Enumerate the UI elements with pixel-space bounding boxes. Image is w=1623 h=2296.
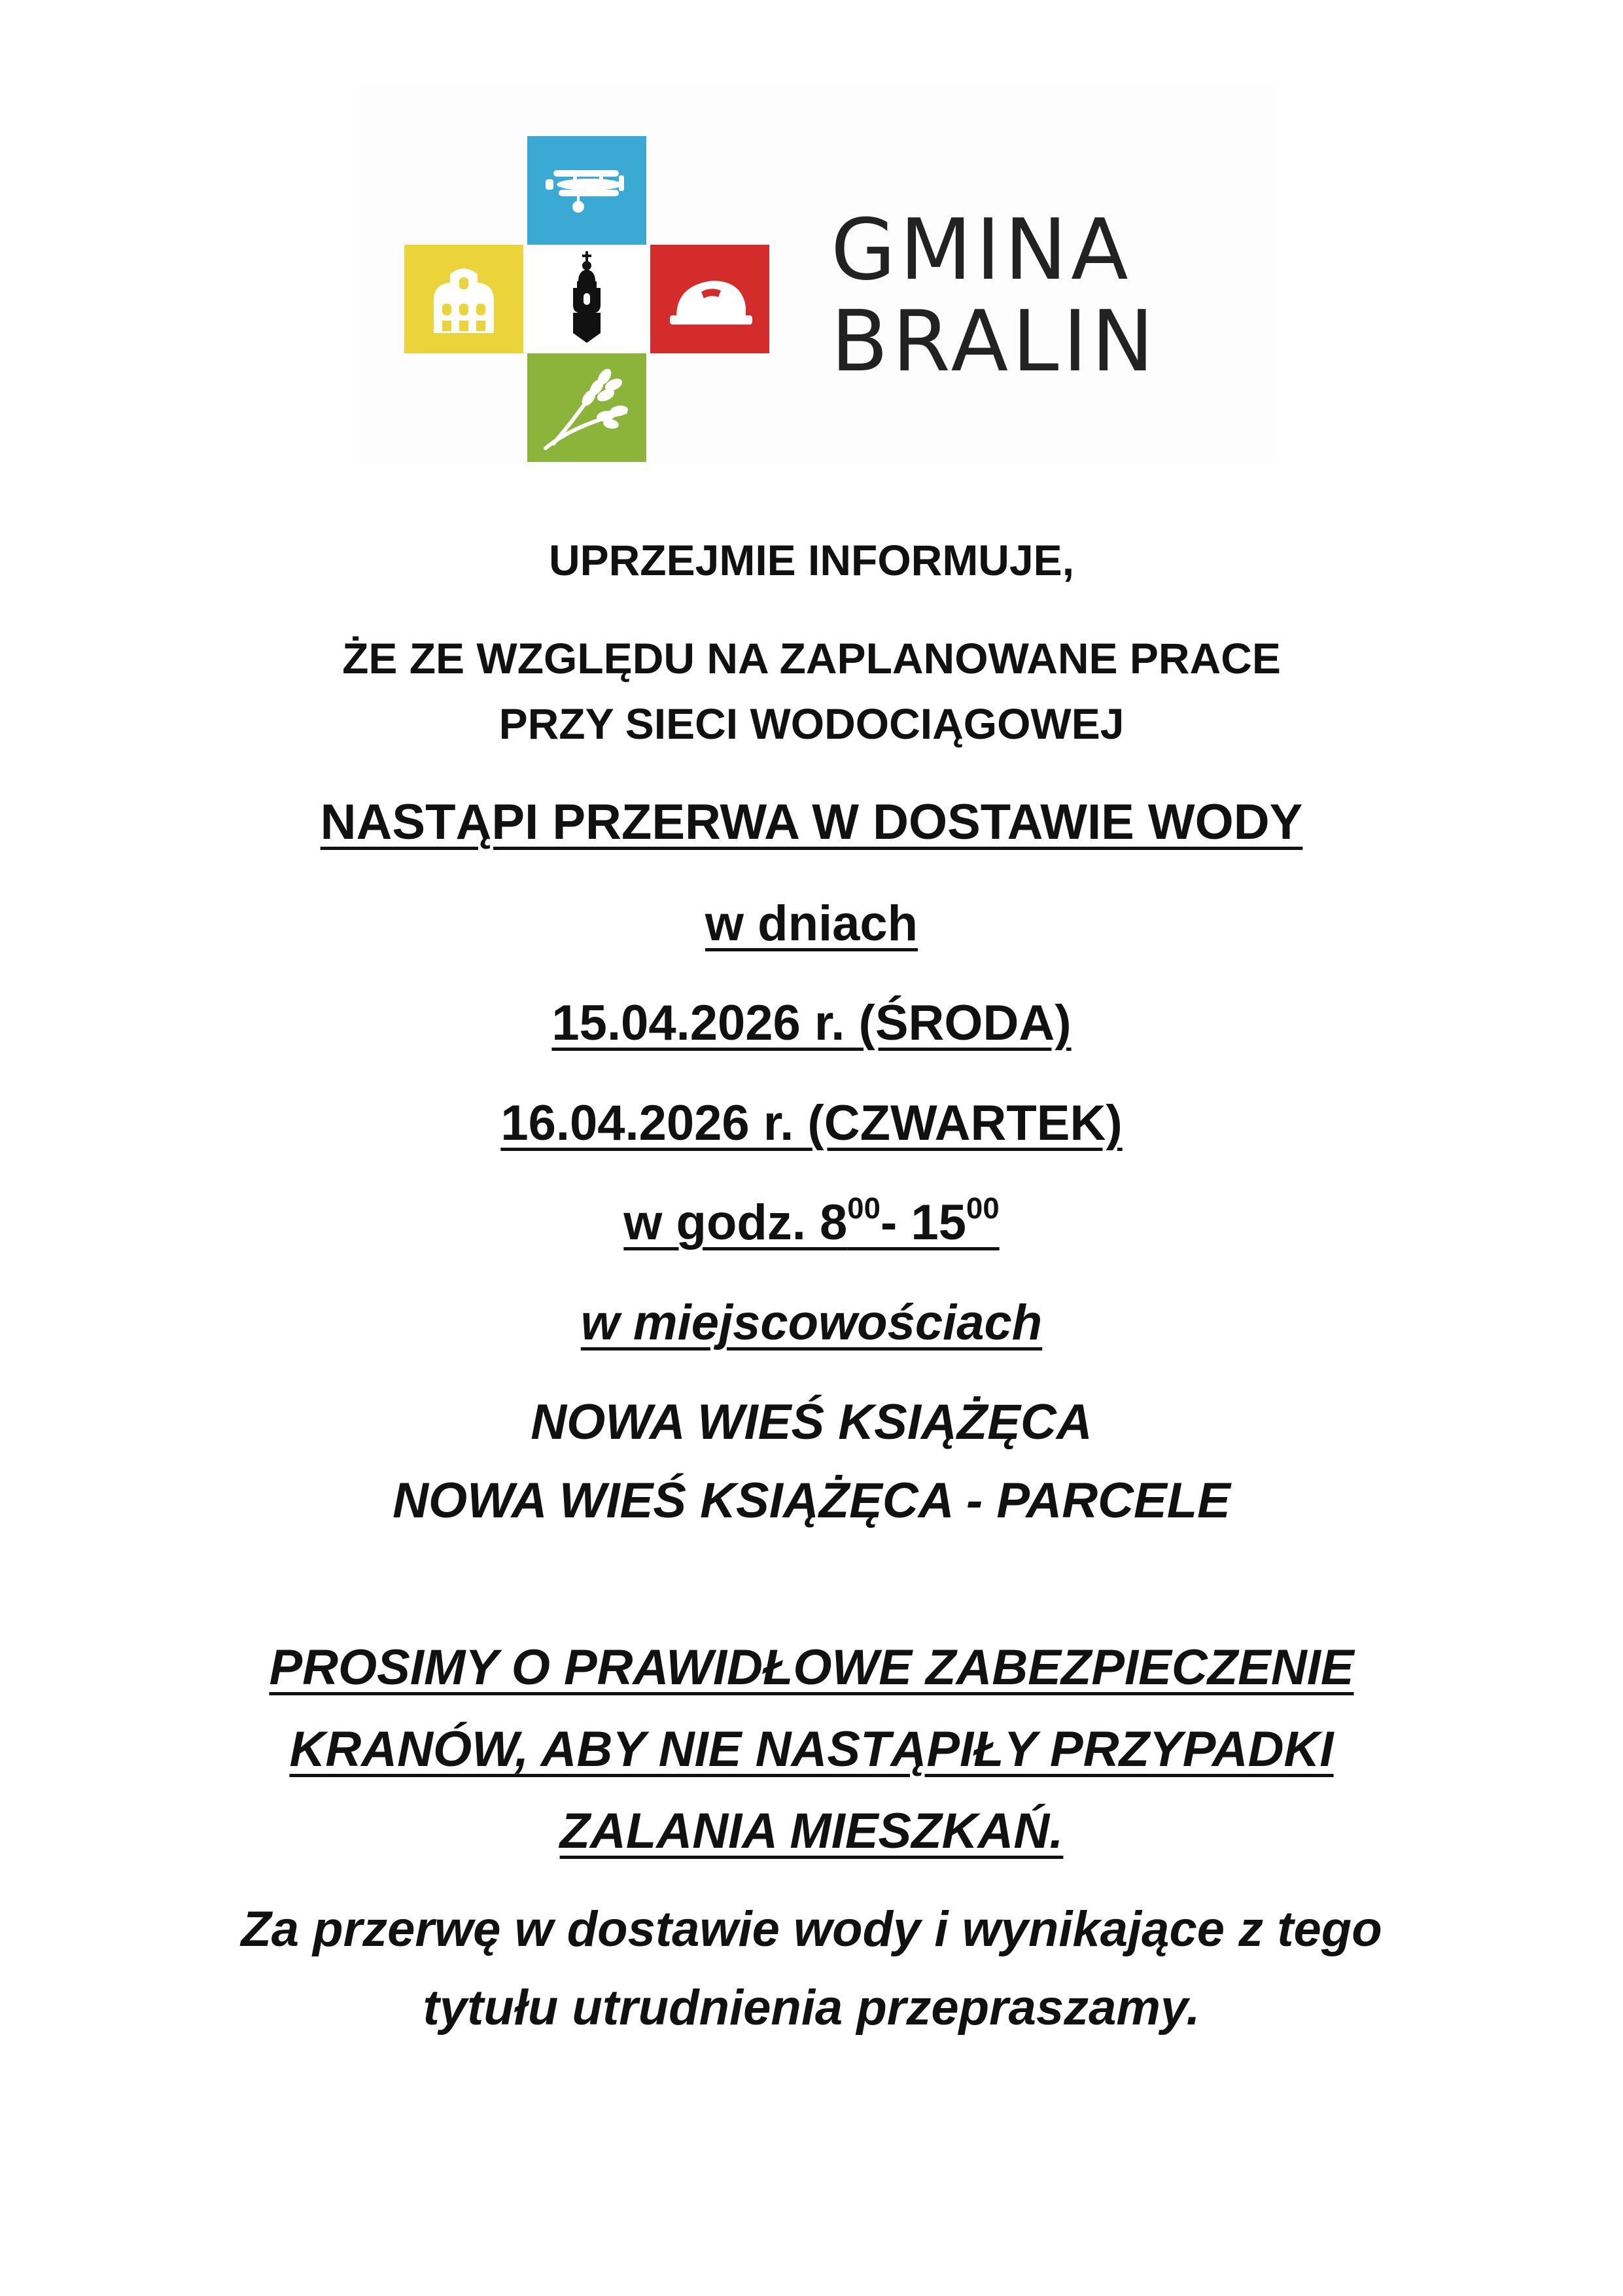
logo-tile-top [527,136,646,245]
logo-tile-center [527,245,646,353]
brand-line-1: GMINA [831,202,1132,299]
hours-start-minutes: 00 [847,1192,881,1226]
building-icon [404,245,523,353]
airplane-icon [527,136,646,245]
logo-tile-left [404,245,523,353]
date-1 [0,995,1623,1051]
apology-line-2: tytułu utrudnienia przepraszamy. [423,1980,1200,2036]
wheat-icon [527,353,646,462]
date-2 [0,1095,1623,1152]
hours-separator: - 15 [881,1195,966,1250]
headline-text: NASTĄPI PRZERWA W DOSTAWIE WODY [320,794,1303,850]
warning-line-2 [0,1721,1623,1778]
warning-line-1 [0,1639,1623,1696]
logo [358,84,1274,463]
date-2-text: 16.04.2026 r. (CZWARTEK) [500,1095,1123,1151]
places-label [0,1294,1623,1351]
brand-line-2: BRALIN [831,293,1158,391]
notice-intro: UPRZEJMIE INFORMUJE, [548,536,1075,584]
brand-name [831,202,1158,391]
notice-reason-2: PRZY SIECI WODOCIĄGOWEJ [498,699,1125,748]
logo-cross [404,136,771,463]
logo-tile-right [650,245,769,353]
hours-text [623,1192,1000,1250]
fire-helmet-icon [650,245,769,353]
warning-line-2-text: KRANÓW, ABY NIE NASTĄPIŁY PRZYPADKI [289,1722,1334,1777]
date-1-text: 15.04.2026 r. (ŚRODA) [551,995,1072,1051]
days-label-text: w dniach [705,896,918,951]
logo-tile-bottom [527,353,646,462]
hours-end-minutes: 00 [966,1192,1000,1226]
apology-line-1: Za przerwę w dostawie wody i wynikające z tego [241,1901,1382,1957]
notice-headline [0,794,1623,851]
place-1: NOWA WIEŚ KSIĄŻĘCA [531,1394,1092,1450]
warning-line-3 [0,1803,1623,1860]
notice-reason-1: ŻE ZE WZGLĘDU NA ZAPLANOWANE PRACE [342,634,1281,682]
hours-prefix: w godz. 8 [623,1195,848,1250]
days-label [0,895,1623,952]
place-2: NOWA WIEŚ KSIĄŻĘCA - PARCELE [393,1473,1230,1528]
places-label-text: w miejscowościach [580,1295,1043,1351]
warning-line-1-text: PROSIMY O PRAWIDŁOWE ZABEZPIECZENIE [269,1640,1354,1695]
warning-line-3-text: ZALANIA MIESZKAŃ. [559,1803,1064,1859]
church-tower-icon [527,245,646,353]
hours [0,1194,1623,1251]
